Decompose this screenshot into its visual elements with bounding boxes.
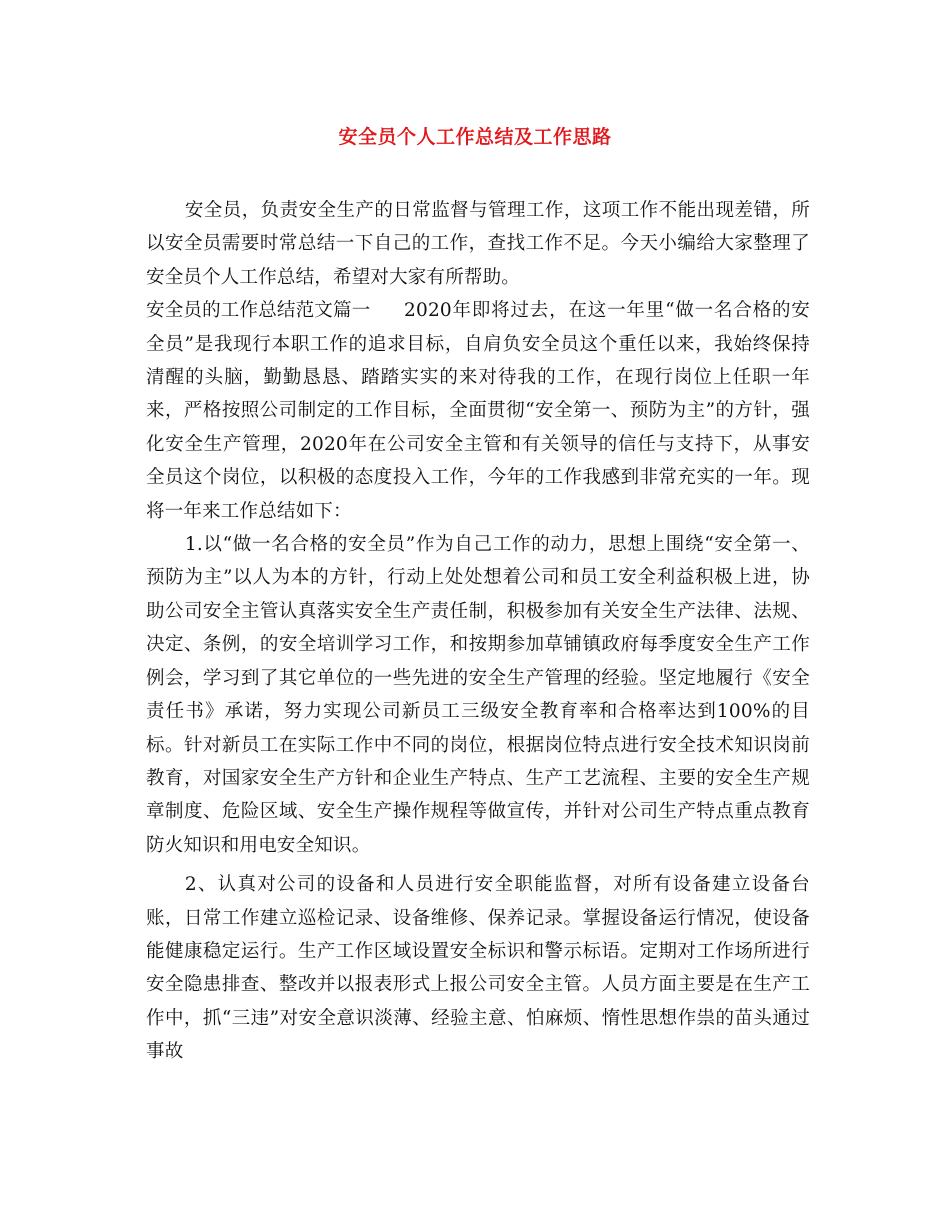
item-2-paragraph: 2、认真对公司的设备和人员进行安全职能监督，对所有设备建立设备台账，日常工作建立巡检记录、设备维修、保养记录。掌握设备运行情况，使设备能健康稳定运行。生产工作区域设置安全标识和警示标语。定期对工作场所进行安全隐患排查、整改并以报表形式上报公司安全主管。人员方面主要是在生产工作中，抓“三违”对安全意识淡薄、经验主意、怕麻烦、惰性思想作祟的苗头通过事故	[146, 874, 810, 1063]
document-body	[146, 194, 810, 1069]
section-label: 安全员的工作总结范文篇一	[146, 300, 371, 322]
document-title: 安全员个人工作总结及工作思路	[338, 126, 612, 148]
intro-paragraph: 安全员，负责安全生产的日常监督与管理工作，这项工作不能出现差错，所以安全员需要时常总结一下自己的工作，查找工作不足。今天小编给大家整理了安全员个人工作总结，希望对大家有所帮助。	[146, 200, 810, 288]
section-paragraph	[146, 294, 810, 528]
section-text: 2020年即将过去，在这一年里“做一名合格的安全员”是我现行本职工作的追求目标，自肩负安全员这个重任以来，我始终保持清醒的头脑，勤勤恳恳、踏踏实实的来对待我的工作，在现行岗位上任职一年来，严格按照公司制定的工作目标，全面贯彻“安全第一、预防为主”的方针，强化安全生产管理，2020年在公司安全主管和有关领导的信任与支持下，从事安全员这个岗位，以积极的态度投入工作，今年的工作我感到非常充实的一年。现将一年来工作总结如下：	[146, 300, 810, 522]
item-1-paragraph: 1.以“做一名合格的安全员”作为自己工作的动力，思想上围绕“安全第一、预防为主”以人为本的方针，行动上处处想着公司和员工安全利益积极上进，协助公司安全主管认真落实安全生产责任制，积极参加有关安全生产法律、法规、决定、条例，的安全培训学习工作，和按期参加草铺镇政府每季度安全生产工作例会，学习到了其它单位的一些先进的安全生产管理的经验。坚定地履行《安全责任书》承诺，努力实现公司新员工三级安全教育率和合格率达到100%的目标。针对新员工在实际工作中不同的岗位，根据岗位特点进行安全技术知识岗前教育，对国家安全生产方针和企业生产特点、生产工艺流程、主要的安全生产规章制度、危险区域、安全生产操作规程等做宣传，并针对公司生产特点重点教育防火知识和用电安全知识。	[146, 534, 810, 856]
